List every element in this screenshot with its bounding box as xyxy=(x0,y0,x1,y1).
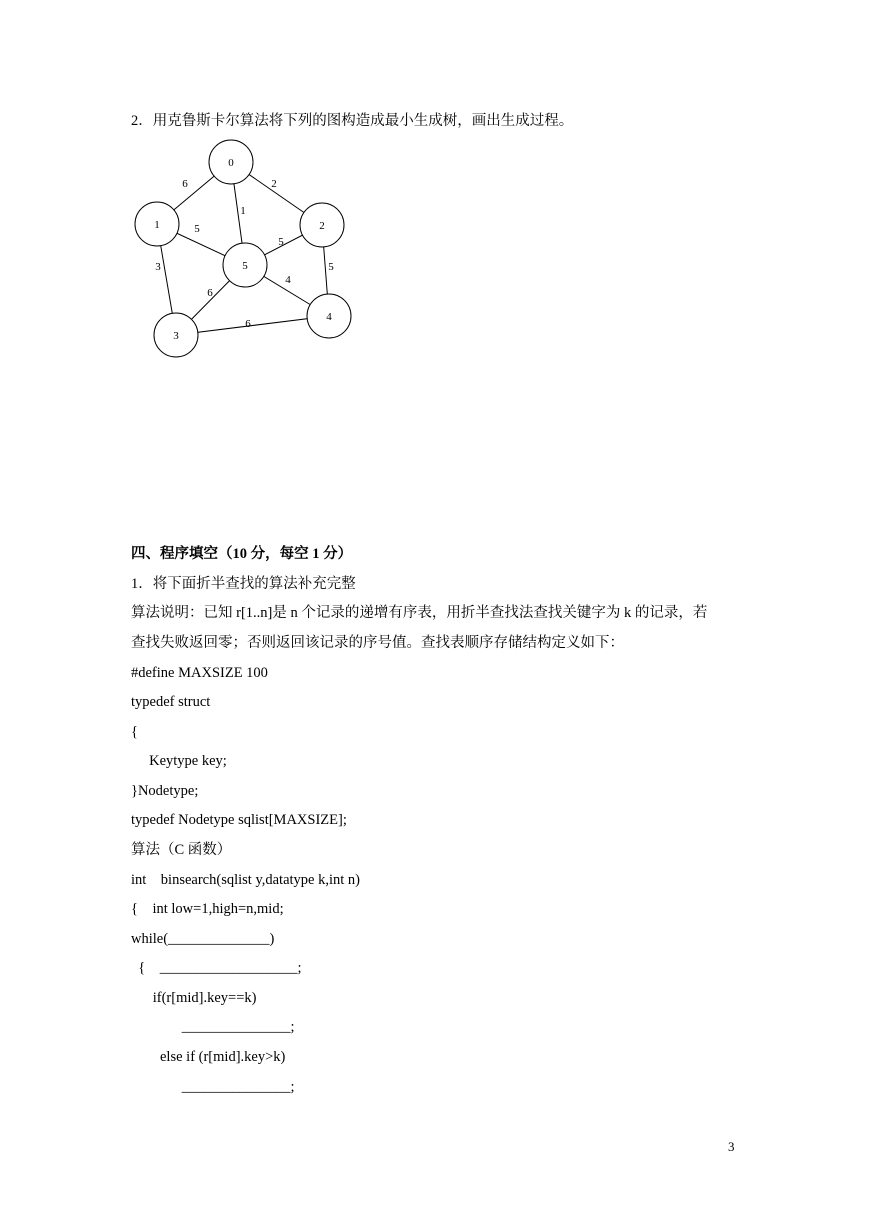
code-line: _______________; xyxy=(131,1019,295,1035)
code-line: { xyxy=(131,724,138,740)
question-2: 2．用克鲁斯卡尔算法将下列的图构造成最小生成树，画出生成过程。 xyxy=(131,113,574,129)
edge-weight-label: 2 xyxy=(271,178,277,190)
node-label: 3 xyxy=(173,330,179,342)
code-line: #define MAXSIZE 100 xyxy=(131,665,268,681)
description-line-2: 查找失败返回零；否则返回该记录的序号值。查找表顺序存储结构定义如下： xyxy=(131,635,624,651)
edge-weight-label: 4 xyxy=(285,274,291,286)
graph-diagram xyxy=(125,135,365,365)
code-line: typedef struct xyxy=(131,694,211,710)
edge-weight-label: 5 xyxy=(194,223,200,235)
code-line: int binsearch(sqlist y,datatype k,int n) xyxy=(131,872,360,888)
edge-weight-label: 5 xyxy=(278,236,284,248)
code-line: while(______________) xyxy=(131,931,275,947)
node-label: 0 xyxy=(228,157,234,169)
page-number: 3 xyxy=(728,1139,735,1154)
question-1: 1．将下面折半查找的算法补充完整 xyxy=(131,576,356,592)
description-line-1: 算法说明：已知 r[1..n]是 n 个记录的递增有序表，用折半查找法查找关键字为 k 的记录，若 xyxy=(131,605,708,621)
code-line: }Nodetype; xyxy=(131,783,199,799)
node-label: 5 xyxy=(242,260,248,272)
code-line: else if (r[mid].key>k) xyxy=(131,1049,286,1065)
edge-weight-label: 3 xyxy=(155,261,161,273)
code-line: 算法（C 函数） xyxy=(131,842,232,858)
section-title: 四、程序填空（10 分，每空 1 分） xyxy=(131,546,353,562)
code-line: if(r[mid].key==k) xyxy=(131,990,257,1006)
edge-weight-label: 1 xyxy=(240,205,246,217)
code-line: { int low=1,high=n,mid; xyxy=(131,901,284,917)
node-label: 2 xyxy=(319,220,325,232)
edge-weight-label: 6 xyxy=(245,318,251,330)
edge-weight-label: 6 xyxy=(182,178,188,190)
edge-weight-label: 6 xyxy=(207,287,213,299)
graph-edge-3-4 xyxy=(176,316,329,335)
node-label: 1 xyxy=(154,219,160,231)
code-line: { ___________________; xyxy=(131,960,302,976)
code-line: _______________; xyxy=(131,1079,295,1095)
edge-weight-label: 5 xyxy=(328,261,334,273)
node-label: 4 xyxy=(326,311,332,323)
code-line: typedef Nodetype sqlist[MAXSIZE]; xyxy=(131,812,347,828)
code-line: Keytype key; xyxy=(131,753,227,769)
